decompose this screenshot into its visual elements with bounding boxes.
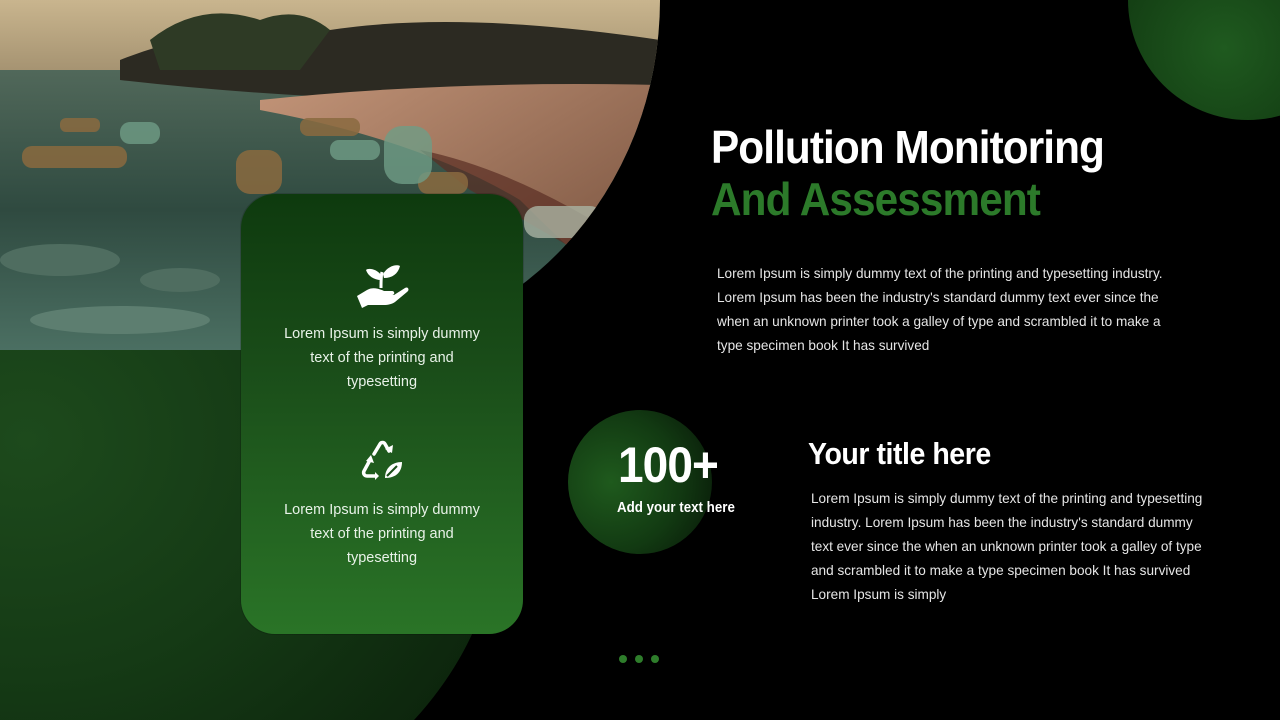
page-title-line1: Pollution Monitoring [711, 121, 1104, 173]
stat-label: Add your text here [617, 500, 735, 516]
corner-circle-decoration [1128, 0, 1280, 120]
card-item-2 [241, 438, 523, 570]
pagination-dots [619, 655, 659, 663]
plant-in-hand-icon [354, 264, 410, 308]
dot-icon [619, 655, 627, 663]
feature-card [241, 194, 523, 634]
section-title: Your title here [808, 436, 991, 471]
section-paragraph: Lorem Ipsum is simply dummy text of the printing and typesetting industry. Lorem Ipsum has been the industry's standard dummy text ever since the when an unknown printer took a galley of type and scrambled it to make a type specimen book It has survived Lorem Ipsum is simply [811, 491, 1203, 602]
card-item-2-text: Lorem Ipsum is simply dummy text of the printing and typesetting [284, 502, 480, 566]
page-title-line2: And Assessment [711, 173, 1040, 225]
intro-paragraph: Lorem Ipsum is simply dummy text of the printing and typesetting industry. Lorem Ipsum has been the industry's standard dummy text ever since the when an unknown printer took a galley of type and scrambled it to make a type specimen book It has survived [717, 266, 1163, 353]
card-item-1 [241, 264, 523, 394]
recycle-leaf-icon [359, 438, 405, 484]
dot-icon [635, 655, 643, 663]
card-item-1-text: Lorem Ipsum is simply dummy text of the printing and typesetting [284, 326, 480, 390]
dot-icon [651, 655, 659, 663]
stat-value: 100+ [618, 437, 718, 493]
